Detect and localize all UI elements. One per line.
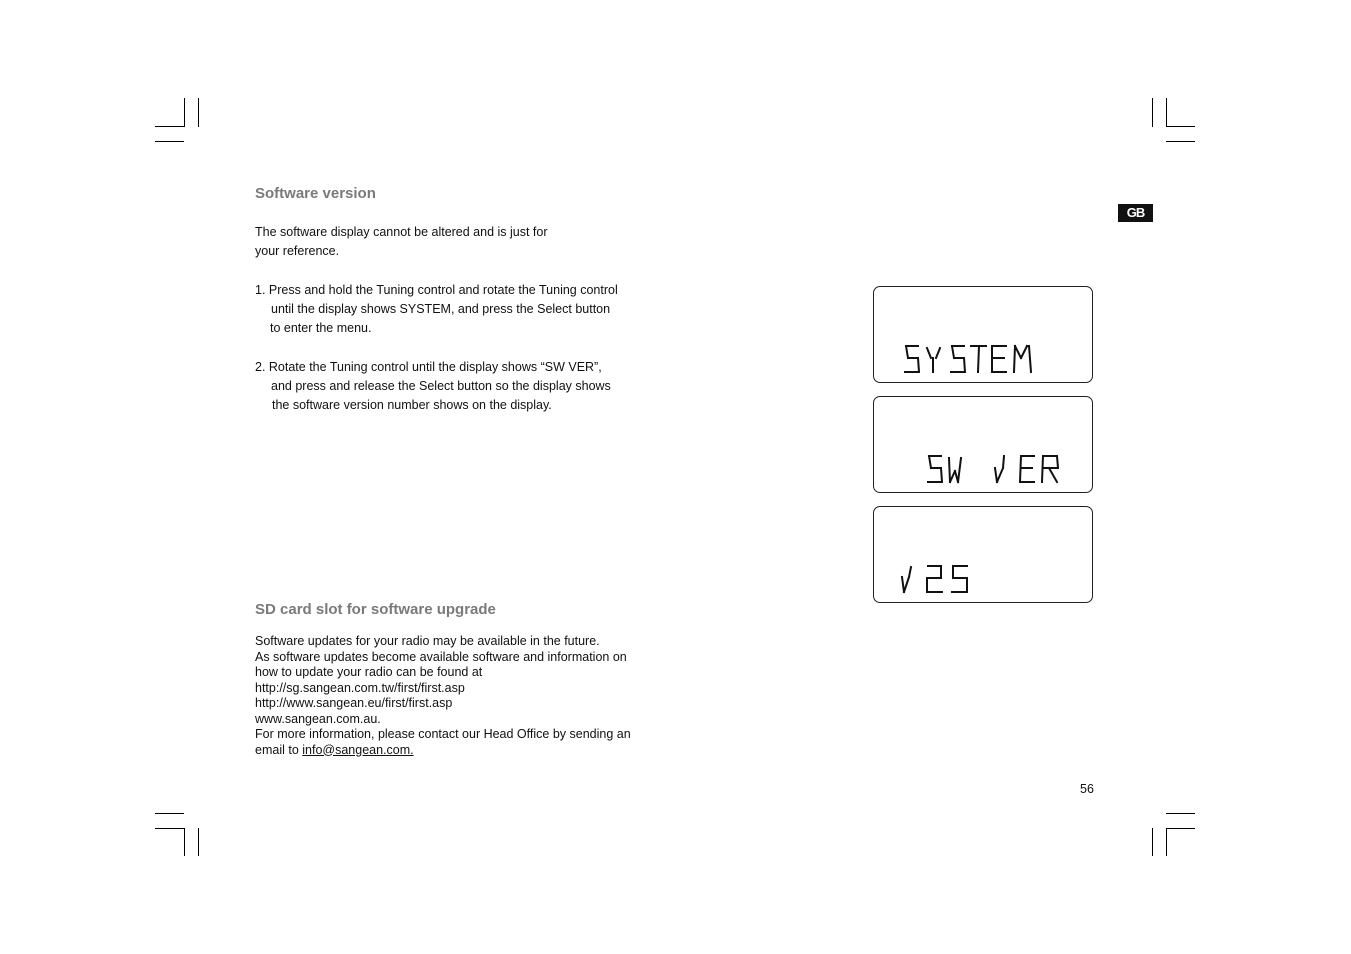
lcd-segment-text [874, 287, 1094, 384]
url-line: http://www.sangean.eu/first/first.asp [255, 696, 453, 710]
crop-mark [1166, 828, 1195, 829]
text-line: the software version number shows on the display. [272, 398, 552, 412]
text-line: how to update your radio can be found at [255, 665, 483, 679]
text-line: For more information, please contact our Head Office by sending an [255, 727, 631, 741]
crop-mark [184, 828, 185, 856]
crop-mark [1152, 98, 1153, 127]
section-heading-sd-card: SD card slot for software upgrade [255, 601, 496, 618]
language-tab: GB [1118, 204, 1153, 222]
crop-mark [1166, 126, 1195, 127]
email-prefix: email to [255, 742, 303, 757]
intro-paragraph [255, 223, 548, 261]
crop-mark [155, 141, 184, 142]
crop-mark [155, 828, 184, 829]
text-line: The software display cannot be altered and is just for [255, 225, 548, 239]
step-2-paragraph [255, 358, 611, 415]
text-line: 1. Press and hold the Tuning control and rotate the Tuning control [255, 283, 618, 297]
crop-mark [1152, 828, 1153, 856]
text-line: until the display shows SYSTEM, and press the Select button [271, 302, 611, 316]
step-1-paragraph [255, 281, 618, 338]
crop-mark [1166, 828, 1167, 856]
lcd-display-sw-ver [873, 396, 1093, 493]
email-link[interactable]: info@sangean.com. [302, 742, 414, 757]
page-number: 56 [1080, 782, 1094, 796]
crop-mark [155, 813, 184, 814]
section-heading-software-version: Software version [255, 185, 376, 202]
lcd-display-system [873, 286, 1093, 383]
lcd-segment-text [874, 397, 1094, 494]
lcd-display-version [873, 506, 1093, 603]
lcd-segment-text [874, 507, 1094, 604]
crop-mark [1166, 141, 1195, 142]
url-line: www.sangean.com.au. [255, 711, 381, 726]
text-line: As software updates become available software and information on [255, 649, 627, 664]
text-line [255, 743, 631, 759]
crop-mark [184, 98, 185, 127]
crop-mark [198, 98, 199, 127]
crop-mark [198, 828, 199, 856]
crop-mark [155, 126, 184, 127]
crop-mark [1166, 98, 1167, 127]
crop-mark [1166, 813, 1195, 814]
url-line: http://sg.sangean.com.tw/first/first.asp [255, 680, 465, 695]
text-line: and press and release the Select button so the display shows [271, 379, 611, 393]
text-line: Software updates for your radio may be available in the future. [255, 634, 600, 648]
text-line: 2. Rotate the Tuning control until the display shows “SW VER”, [255, 360, 602, 374]
text-line: to enter the menu. [270, 321, 372, 335]
text-line: your reference. [255, 244, 340, 258]
sd-card-paragraph [255, 634, 631, 758]
